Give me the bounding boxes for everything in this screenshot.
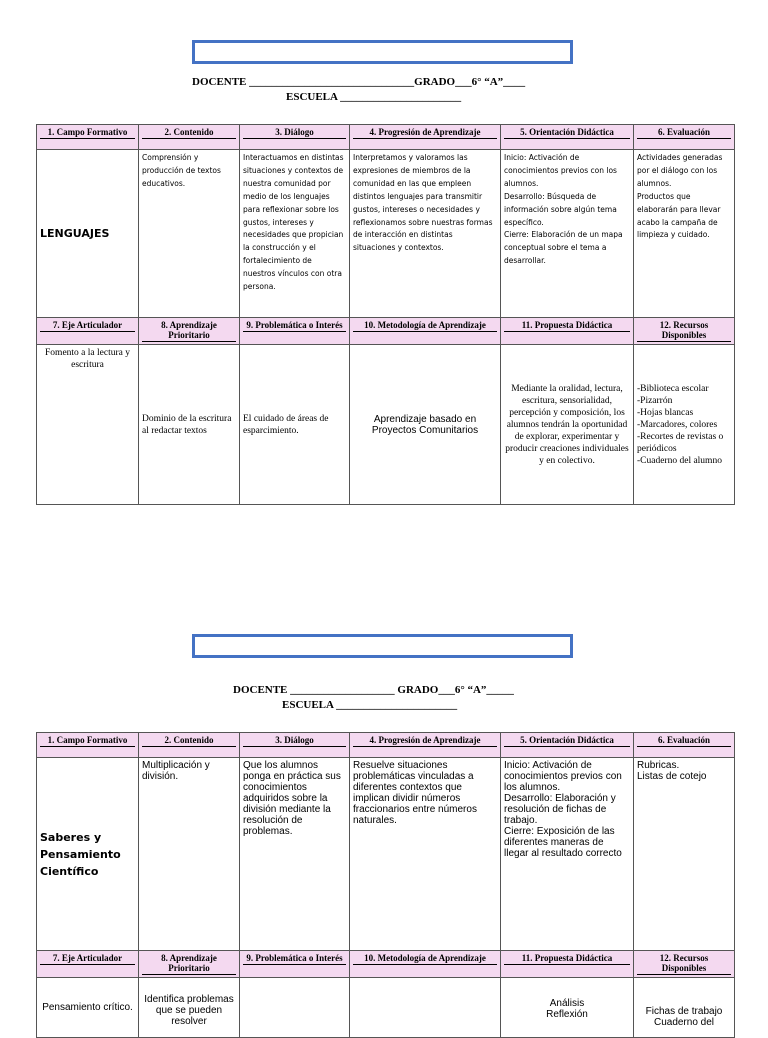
cell-progresion: Interpretamos y valoramos las expresiones de miembros de la comunidad en las que empleen distintos lenguajes para transmitir gustos, intereses o necesidades y reflexionamos sobre nuestras formas de interacción en distintas situaciones y contextos.	[350, 150, 501, 318]
cell-campo: LENGUAJES	[37, 150, 139, 318]
header-eje-articulador: 7. Eje Articulador	[37, 318, 139, 345]
cell-recursos: Fichas de trabajo Cuaderno del	[634, 978, 735, 1038]
cell-evaluacion: Actividades generadas por el diálogo con los alumnos. Productos que elaborarán para llevar acabo la campaña de limpieza y cuidado.	[634, 150, 735, 318]
planning-table-2	[36, 732, 735, 1038]
cell-eje: Fomento a la lectura y escritura	[37, 345, 139, 505]
cell-aprendizaje: Identifica problemas que se pueden resolver	[139, 978, 240, 1038]
header-contenido: 2. Contenido	[139, 125, 240, 150]
header-evaluacion: 6. Evaluación	[634, 733, 735, 758]
header-dialogo: 3. Diálogo	[240, 733, 350, 758]
cell-orientacion: Inicio: Activación de conocimientos previos con los alumnos. Desarrollo: Elaboración y resolución de fichas de trabajo. Cierre: Exposición de las diferentes maneras de llegar al resultado correcto	[501, 758, 634, 951]
header-campo-formativo: 1. Campo Formativo	[37, 733, 139, 758]
header-recursos: 12. Recursos Disponibles	[634, 318, 735, 345]
cell-problematica	[240, 978, 350, 1038]
header-metodologia: 10. Metodología de Aprendizaje	[350, 318, 501, 345]
docente-line-1: DOCENTE ______________________________GRADO___6° “A”____	[192, 76, 526, 88]
header-dialogo: 3. Diálogo	[240, 125, 350, 150]
cell-propuesta: Análisis Reflexión	[501, 978, 634, 1038]
header-problematica: 9. Problemática o Interés	[240, 318, 350, 345]
cell-dialogo: Interactuamos en distintas situaciones y contextos de nuestra comunidad por medio de los lenguajes para reflexionar sobre los gustos, intereses y necesidades que propician la construcción y el fortalecimiento de nuestros vínculos con otra persona.	[240, 150, 350, 318]
docente-line-2: DOCENTE ___________________ GRADO___6° “A”_____	[233, 684, 514, 696]
header-contenido: 2. Contenido	[139, 733, 240, 758]
cell-propuesta: Mediante la oralidad, lectura, escritura, sensorialidad, percepción y composición, los alumnos tendrán la oportunidad de explorar, experimentar y producir creaciones individuales y en colectivo.	[501, 345, 634, 505]
escuela-line-2: ESCUELA ______________________	[282, 699, 458, 711]
header-propuesta: 11. Propuesta Didáctica	[501, 951, 634, 978]
planning-table-1	[36, 124, 735, 505]
cell-dialogo: Que los alumnos ponga en práctica sus conocimientos adquiridos sobre la división mediante la resolución de problemas.	[240, 758, 350, 951]
cell-progresion: Resuelve situaciones problemáticas vinculadas a diferentes contextos que implican dividir números fraccionarios entre números naturales.	[350, 758, 501, 951]
header-progresion: 4. Progresión de Aprendizaje	[350, 125, 501, 150]
cell-recursos: -Biblioteca escolar -Pizarrón -Hojas blancas -Marcadores, colores -Recortes de revistas o periódicos -Cuaderno del alumno	[634, 345, 735, 505]
header-aprendizaje-prioritario: 8. Aprendizaje Prioritario	[139, 318, 240, 345]
cell-eje: Pensamiento crítico.	[37, 978, 139, 1038]
header-recursos: 12. Recursos Disponibles	[634, 951, 735, 978]
cell-problematica: El cuidado de áreas de esparcimiento.	[240, 345, 350, 505]
cell-aprendizaje: Dominio de la escritura al redactar textos	[139, 345, 240, 505]
header-aprendizaje-prioritario: 8. Aprendizaje Prioritario	[139, 951, 240, 978]
cell-contenido: Multiplicación y división.	[139, 758, 240, 951]
header-propuesta: 11. Propuesta Didáctica	[501, 318, 634, 345]
header-orientacion: 5. Orientación Didáctica	[501, 733, 634, 758]
escuela-line-1: ESCUELA ______________________	[286, 91, 462, 103]
header-evaluacion: 6. Evaluación	[634, 125, 735, 150]
cell-evaluacion: Rubricas. Listas de cotejo	[634, 758, 735, 951]
cell-metodologia	[350, 978, 501, 1038]
header-eje-articulador: 7. Eje Articulador	[37, 951, 139, 978]
header-metodologia: 10. Metodología de Aprendizaje	[350, 951, 501, 978]
header-problematica: 9. Problemática o Interés	[240, 951, 350, 978]
cell-contenido: Comprensión y producción de textos educativos.	[139, 150, 240, 318]
title-banner-1	[192, 40, 573, 64]
title-banner-2	[192, 634, 573, 658]
header-campo-formativo: 1. Campo Formativo	[37, 125, 139, 150]
cell-campo: Saberes y Pensamiento Científico	[37, 758, 139, 951]
cell-metodologia: Aprendizaje basado en Proyectos Comunitarios	[350, 345, 501, 505]
header-progresion: 4. Progresión de Aprendizaje	[350, 733, 501, 758]
header-orientacion: 5. Orientación Didáctica	[501, 125, 634, 150]
cell-orientacion: Inicio: Activación de conocimientos previos con los alumnos. Desarrollo: Búsqueda de información sobre algún tema específico. Cierre: Elaboración de un mapa conceptual sobre el tema a desarrollar.	[501, 150, 634, 318]
